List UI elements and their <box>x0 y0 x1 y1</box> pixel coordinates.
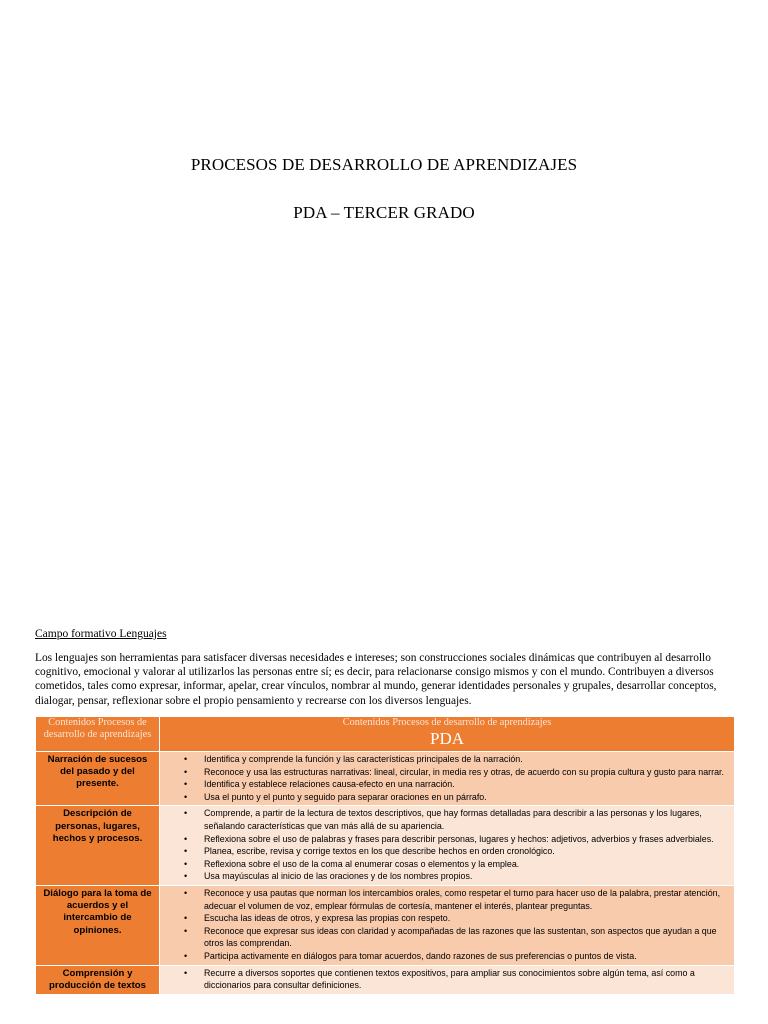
pda-list-cell <box>160 752 735 806</box>
column-header-pda-title: PDA <box>429 729 464 748</box>
list-item: • Identifica y comprende la función y las características principales de la narración. <box>204 753 730 766</box>
campo-formativo-label: Campo formativo Lenguajes <box>35 628 167 640</box>
document-subtitle: PDA – TERCER GRADO <box>293 203 475 222</box>
pda-list <box>160 752 734 805</box>
document-title: PROCESOS DE DESARROLLO DE APRENDIZAJES <box>190 155 578 174</box>
table-row <box>36 806 735 886</box>
campo-intro-paragraph: Los lenguajes son herramientas para satisfacer diversas necesidades e intereses; son construcciones sociales dinámicas que contribuyen al desarrollo cognitivo, emocional y valorar al utilizarlos las personas entre sí; es decir, para relacionarse consigo mismos y con el mundo. Contribuyen a diversos cometidos, tales como expresar, informar, apelar, crear vínculos, nombrar al mundo, generar identidades personales y grupales, desarrollar conceptos, dialogar, pensar, reflexionar sobre el propio pensamiento y recrearse con los diversos lenguajes. <box>35 652 717 707</box>
list-item: • Usa el punto y el punto y seguido para separar oraciones en un párrafo. <box>204 791 730 804</box>
list-item: • Recurre a diversos soportes que contienen textos expositivos, para ampliar sus conocimientos sobre algún tema, así como a diccionarios para consultar definiciones. <box>204 967 730 992</box>
pda-table <box>35 716 735 995</box>
table-header-row <box>36 717 735 752</box>
list-item: • Participa activamente en diálogos para tomar acuerdos, dando razones de sus preferencias o puntos de vista. <box>204 950 730 963</box>
list-item: • Escucha las ideas de otros, y expresa las propias con respeto. <box>204 912 730 925</box>
content-category: Descripción de personas, lugares, hechos y procesos. <box>36 806 160 886</box>
content-category: Comprensión y producción de textos <box>36 965 160 994</box>
list-item: • Planea, escribe, revisa y corrige textos en los que describe hechos en orden cronológico. <box>204 845 730 858</box>
list-item: • Usa mayúsculas al inicio de las oraciones y de los nombres propios. <box>204 870 730 883</box>
list-item: • Reconoce y usa pautas que norman los intercambios orales, como respetar el turno para hacer uso de la palabra, prestar atención, adecuar el volumen de voz, emplear fórmulas de cortesía, mantener el interés, plantear preguntas. <box>204 887 730 912</box>
list-item: • Reconoce y usa las estructuras narrativas: lineal, circular, in media res y otras, de acuerdo con su propia cultura y gusto para narrar. <box>204 766 730 779</box>
list-item: • Comprende, a partir de la lectura de textos descriptivos, que hay formas detalladas para describir a las personas y los lugares, señalando características que van más allá de su apariencia. <box>204 807 730 832</box>
pda-list <box>160 806 734 885</box>
pda-list-cell <box>160 885 735 965</box>
pda-list-cell <box>160 806 735 886</box>
pda-list-cell <box>160 965 735 994</box>
list-item: • Identifica y establece relaciones causa-efecto en una narración. <box>204 778 730 791</box>
list-item: • Reconoce que expresar sus ideas con claridad y acompañadas de las razones que las sustentan, son aspectos que ayudan a que otros las comprendan. <box>204 925 730 950</box>
column-header-contenidos: Contenidos Procesos de desarrollo de aprendizajes <box>36 717 160 752</box>
pda-list <box>160 966 734 994</box>
list-item: • Reflexiona sobre el uso de la coma al enumerar cosas o elementos y la emplea. <box>204 858 730 871</box>
table-row <box>36 965 735 994</box>
table-row <box>36 885 735 965</box>
content-category: Diálogo para la toma de acuerdos y el intercambio de opiniones. <box>36 885 160 965</box>
column-header-pda-caption: Contenidos Procesos de desarrollo de aprendizajes <box>342 717 552 728</box>
table-row <box>36 752 735 806</box>
list-item: • Reflexiona sobre el uso de palabras y frases para describir personas, lugares y hechos: adjetivos, adverbios y frases adverbiales. <box>204 833 730 846</box>
pda-list <box>160 886 734 965</box>
content-category: Narración de sucesos del pasado y del presente. <box>36 752 160 806</box>
column-header-pda <box>160 717 735 752</box>
